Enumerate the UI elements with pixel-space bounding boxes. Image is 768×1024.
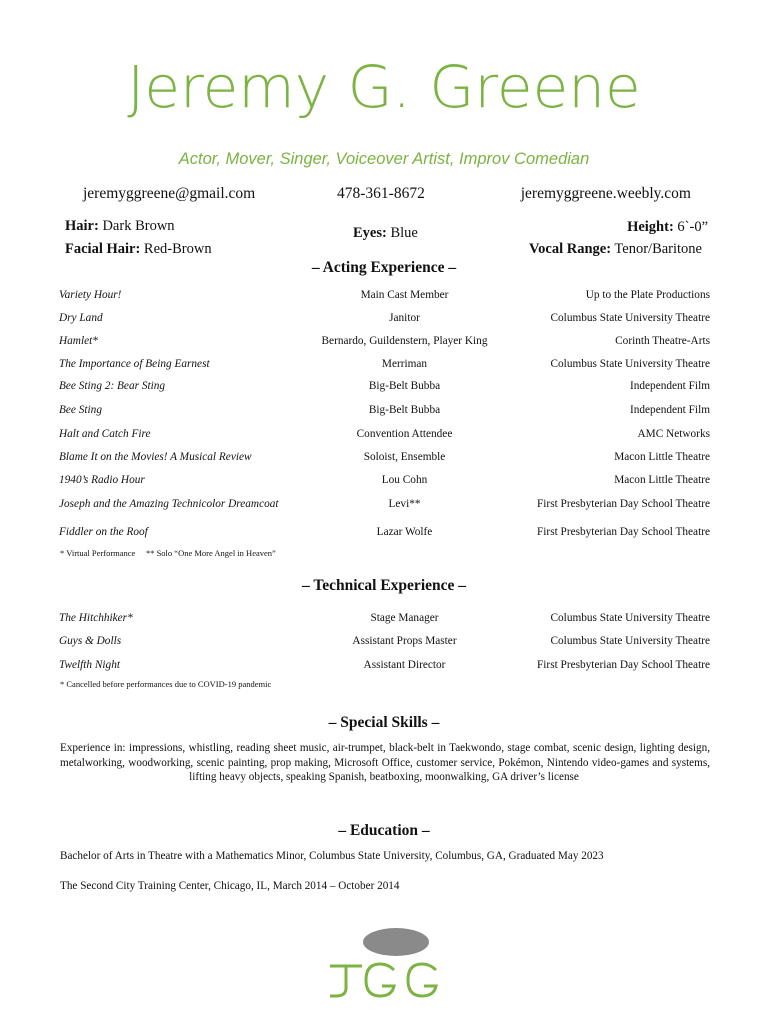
logo-cap	[363, 928, 429, 956]
role: Lazar Wolfe	[376, 526, 433, 538]
acting-row	[59, 526, 710, 546]
company: First Presbyterian Day School Theatre	[537, 498, 710, 510]
acting-footnote: * Virtual Performance ** Solo “One More Angel in Heaven”	[60, 548, 276, 558]
role: Levi**	[388, 498, 421, 510]
show-title: The Importance of Being Earnest	[59, 358, 210, 370]
company: Up to the Plate Productions	[585, 289, 710, 301]
show-title: 1940’s Radio Hour	[59, 474, 145, 486]
show-title: Dry Land	[59, 312, 103, 324]
education-section-title: – Education –	[338, 822, 430, 839]
info-vocal-label: Vocal Range:	[529, 241, 612, 257]
skills-text: Experience in: impressions, whistling, reading sheet music, air-trumpet, black-belt in Taekwondo, stage combat, scenic design, lighting design, metalworking, woodworking, scenic painting, prop making, Microsoft Office, customer service, Pokémon, Nintendo video-games and systems,	[60, 742, 710, 769]
info-height-value: 6`-0”	[673, 219, 708, 235]
contact-website[interactable]: jeremyggreene.weebly.com	[520, 185, 691, 202]
info-eyes	[353, 225, 418, 242]
info-facial-hair	[65, 241, 212, 258]
show-title: Hamlet*	[59, 335, 98, 347]
technical-row	[59, 612, 710, 632]
company: Corinth Theatre-Arts	[615, 335, 710, 347]
info-facial-label: Facial Hair:	[65, 241, 141, 257]
show-title: Joseph and the Amazing Technicolor Dreamcoat	[59, 498, 279, 510]
role: Stage Manager	[370, 612, 439, 624]
acting-row	[59, 498, 710, 518]
info-facial-value: Red-Brown	[140, 241, 212, 257]
skills-text-last-line: lifting heavy objects, speaking Spanish, beatboxing, moonwalking, GA driver’s license	[189, 771, 579, 783]
role: Janitor	[389, 312, 420, 324]
contact-email[interactable]: jeremyggreene@gmail.com	[83, 185, 256, 202]
show-title: Bee Sting 2: Bear Sting	[59, 380, 166, 392]
logo-letter-j	[330, 966, 362, 996]
jgg-monogram-logo	[326, 928, 442, 1000]
role: Convention Attendee	[356, 428, 453, 440]
role: Soloist, Ensemble	[363, 451, 446, 463]
company: Independent Film	[629, 380, 710, 392]
company: AMC Networks	[637, 428, 710, 440]
company: First Presbyterian Day School Theatre	[537, 526, 710, 538]
role: Assistant Props Master	[352, 635, 457, 647]
acting-row	[59, 451, 710, 471]
resume-tagline: Actor, Mover, Singer, Voiceover Artist, Improv Comedian	[178, 150, 590, 168]
show-title: Variety Hour!	[59, 289, 122, 301]
company: Columbus State University Theatre	[550, 312, 710, 324]
technical-row	[59, 659, 710, 679]
show-title: Halt and Catch Fire	[59, 428, 151, 440]
company: Macon Little Theatre	[614, 474, 710, 486]
education-training: The Second City Training Center, Chicago, IL, March 2014 – October 2014	[60, 880, 400, 892]
technical-footnote: * Cancelled before performances due to COVID-19 pandemic	[60, 679, 272, 689]
info-vocal-range	[529, 241, 702, 258]
info-vocal-value: Tenor/Baritone	[611, 241, 702, 257]
info-eyes-value: Blue	[386, 225, 418, 241]
show-title: Blame It on the Movies! A Musical Review	[59, 451, 252, 463]
role: Merriman	[381, 358, 428, 370]
info-hair-value: Dark Brown	[98, 218, 175, 234]
acting-row	[59, 474, 710, 494]
company: Columbus State University Theatre	[550, 612, 710, 624]
acting-section-title: – Acting Experience –	[311, 259, 457, 276]
technical-row	[59, 635, 710, 655]
role: Big-Belt Bubba	[368, 380, 441, 392]
education-degree: Bachelor of Arts in Theatre with a Mathematics Minor, Columbus State University, Columbus, GA, Graduated May 2023	[60, 850, 604, 862]
role: Lou Cohn	[381, 474, 428, 486]
info-height	[627, 219, 708, 236]
technical-section-title: – Technical Experience –	[301, 577, 467, 594]
role: Assistant Director	[363, 659, 446, 671]
resume-name: Jeremy G. Greene	[127, 53, 641, 121]
jgg-monogram-icon	[326, 928, 442, 1000]
company: Columbus State University Theatre	[550, 635, 710, 647]
company: Columbus State University Theatre	[550, 358, 710, 370]
show-title: Twelfth Night	[59, 659, 120, 671]
skills-section-title: – Special Skills –	[328, 714, 440, 731]
acting-row	[59, 312, 710, 332]
info-eyes-label: Eyes:	[353, 225, 387, 241]
info-hair-label: Hair:	[65, 218, 99, 234]
show-title: Fiddler on the Roof	[59, 526, 148, 538]
logo-letter-g2	[408, 964, 436, 996]
company: Independent Film	[629, 404, 710, 416]
role: Bernardo, Guildenstern, Player King	[321, 335, 488, 347]
contact-phone: 478-361-8672	[337, 185, 425, 202]
acting-row	[59, 289, 710, 309]
logo-letter-g1	[366, 964, 394, 996]
acting-row	[59, 358, 710, 378]
show-title: The Hitchhiker*	[59, 612, 133, 624]
role: Big-Belt Bubba	[368, 404, 441, 416]
company: Macon Little Theatre	[614, 451, 710, 463]
show-title: Bee Sting	[59, 404, 102, 416]
info-hair	[65, 218, 175, 235]
acting-row	[59, 380, 710, 400]
acting-row	[59, 404, 710, 424]
role: Main Cast Member	[360, 289, 449, 301]
show-title: Guys & Dolls	[59, 635, 122, 647]
acting-row	[59, 335, 710, 355]
acting-row	[59, 428, 710, 448]
company: First Presbyterian Day School Theatre	[537, 659, 710, 671]
info-height-label: Height:	[627, 219, 674, 235]
